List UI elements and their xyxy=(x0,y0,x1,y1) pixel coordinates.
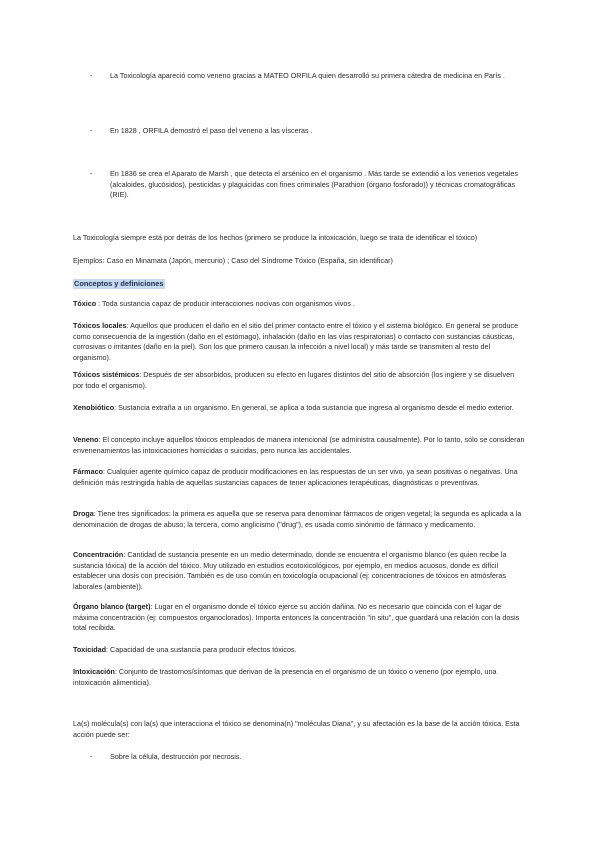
closing-paragraph: La(s) molécula(s) con la(s) que interacciona el tóxico se denomina(n) "moléculas Diana", y su afectación es la base de la acción tóxica. Esta acción puede ser: xyxy=(73,719,520,739)
definition-term: Veneno xyxy=(73,435,99,444)
definition-term: Intoxicación xyxy=(73,667,115,676)
definition-text: : Aquellos que producen el daño en el sitio del primer contacto entre el tóxico y el sistema biológico. En general se produce como consecuencia de la ingestión (daño en el estómago), inhalación (daño en las vías respiratorias) o contacto con sustancias cáusticas, corrosivas o irritantes (daño en la piel). Son los que primero causan la infección a nivel local) y más tarde se transmiten al resto del organismo). xyxy=(73,321,519,362)
definition-term: Xenobiótico xyxy=(73,403,115,412)
definition-paragraph xyxy=(73,370,525,391)
definition-text: : Sustancia extraña a un organismo. En general, se aplica a toda sustancia que ingresa al organismo desde el medio exterior. xyxy=(114,403,514,412)
definition-paragraph xyxy=(73,467,525,488)
intro-paragraph: La Toxicología siempre está por detrás de los hechos (primero se produce la intoxicación, luego se trata de identificar el tóxico) xyxy=(73,233,478,242)
definition-text: : Tiene tres significados: la primera es aquella que se reserva para denominar fármacos de origen vegetal; la segunda es aplicada a la denominación de drogas de abuso; la tercera, como anglicismo ("drug"), es usada como sinónimo de fármaco y medicamento. xyxy=(73,509,522,529)
definition-term: Órgano blanco (target) xyxy=(73,602,151,611)
section-heading: Conceptos y definiciones xyxy=(74,279,164,288)
definition-paragraph xyxy=(73,403,525,414)
definition-paragraph xyxy=(73,667,525,688)
definition-paragraph xyxy=(73,321,525,363)
definition-text: : Cantidad de sustancia presente en un medio determinado, donde se encuentra el organismo blanco (es quien recibe la sustancia tóxica) de la acción del tóxico. Muy utilizado en estudios ecotoxicológicos, por ejemplo, en medios acuosos, donde es difícil establecer una dosis con precisión. También es de uso común en toxicología ocupacional (ej: concentraciones de tóxicos en atmósferas laborales (ambiente)). xyxy=(73,550,507,591)
definition-term: Toxicidad xyxy=(73,645,107,654)
definition-text: : Conjunto de trastornos/síntomas que derivan de la presencia en el organismo de un tóxico o veneno (por ejemplo, una intoxicación alimenticia). xyxy=(73,667,497,687)
definition-paragraph xyxy=(73,645,525,656)
examples-paragraph: Ejemplos: Caso en Minamata (Japón, mercurio) ; Caso del Síndrome Tóxico (España, sin identificar) xyxy=(73,256,393,265)
definition-paragraph xyxy=(73,550,525,592)
definition-text: : Cualquier agente químico capaz de producir modificaciones en las respuestas de un ser vivo, ya sean positivas o negativas. Una definición más restringida habla de aquellas sustancias capaces de tener aplicaciones terapéuticas, diagnósticas o preventivas. xyxy=(73,467,518,487)
definition-paragraph xyxy=(73,299,525,310)
definition-text: : El concepto incluye aquellos tóxicos empleados de manera intencional (se administra causalmente). Por lo tanto, sólo se consideran envenenamientos las intoxicaciones homicidas o suicidas, pero nunca las accidentales. xyxy=(73,435,525,455)
definition-text: : Toda sustancia capaz de producir interacciones nocivas con organismos vivos . xyxy=(96,299,355,308)
bullet-item: En 1828 , ORFILA demostró el paso del veneno a las vísceras . xyxy=(110,126,313,135)
definition-term: Fármaco xyxy=(73,467,103,476)
bullet-dash: - xyxy=(90,169,93,178)
definition-paragraph xyxy=(73,509,525,530)
bullet-item: Sobre la célula, destrucción por necrosis. xyxy=(110,752,242,761)
definition-paragraph xyxy=(73,435,525,456)
definition-term: Tóxicos sistémicos xyxy=(73,370,140,379)
bullet-dash: - xyxy=(90,126,93,135)
bullet-item: En 1836 se crea el Aparato de Marsh , que detecta el arsénico en el organismo . Más tarde se extendió a los venenos vegetales (alcaloides, glucósidos), pesticidas y plaguicidas con fines criminales (Parathion (órgano fosforado)) y técnicas cromatográficas (RIE). xyxy=(110,169,518,200)
definition-text: : Lugar en el organismo donde el tóxico ejerce su acción dañina. No es necesario que coincida con el lugar de máxima concentración (ej: compuestos organoclorados). Importa entonces la concentración "in situ", que guardará una relación con la dosis total recibida. xyxy=(73,602,520,633)
bullet-item: La Toxicología apareció como veneno gracias a MATEO ORFILA quien desarrolló su primera cátedra de medicina en París . xyxy=(110,71,505,80)
definition-text: : Capacidad de una sustancia para producir efectos tóxicos. xyxy=(106,645,297,654)
bullet-dash: - xyxy=(90,71,93,80)
definition-term: Droga xyxy=(73,509,94,518)
definition-text: : Después de ser absorbidos, producen su efecto en lugares distintos del sitio de absorción (los ingiere y se disuelven por todo el organismo). xyxy=(73,370,515,390)
definition-term: Concentración xyxy=(73,550,124,559)
bullet-dash: - xyxy=(90,752,93,761)
definition-term: Tóxicos locales xyxy=(73,321,127,330)
definition-term: Tóxico xyxy=(73,299,97,308)
definition-paragraph xyxy=(73,602,525,634)
